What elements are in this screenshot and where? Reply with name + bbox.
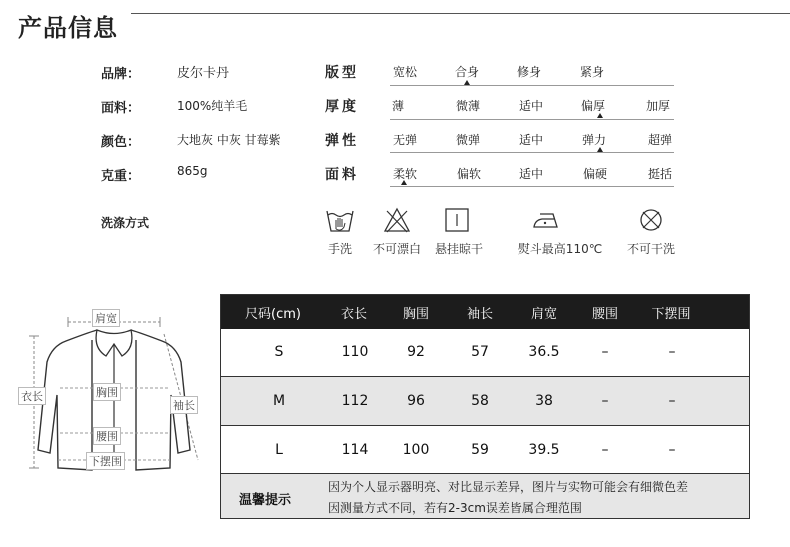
iron-icon <box>531 205 561 235</box>
thickness-underline <box>390 119 674 120</box>
thickness-option: 适中 <box>518 99 544 113</box>
cell-length: 112 <box>341 393 369 409</box>
diagram-chest-label: 胸围 <box>93 383 121 401</box>
header-waist: 腰围 <box>591 307 619 322</box>
no-dry-clean-icon <box>636 205 666 235</box>
cell-sleeve: 57 <box>471 344 489 360</box>
header-length: 衣长 <box>340 307 368 322</box>
cell-size: L <box>275 442 283 458</box>
cell-sleeve: 58 <box>471 393 489 409</box>
thickness-option: 加厚 <box>645 99 671 113</box>
iron-label: 熨斗最高110℃ <box>517 242 603 256</box>
brand-label: 品牌： <box>101 67 141 82</box>
table-header <box>221 295 750 329</box>
table-row <box>221 426 750 473</box>
weight-value: 865g <box>177 164 208 178</box>
cell-chest: 100 <box>402 442 430 458</box>
size-table <box>220 294 750 519</box>
cell-shoulder: 36.5 <box>528 344 560 360</box>
cell-chest: 96 <box>407 393 425 409</box>
cell-length: 114 <box>341 442 369 458</box>
elasticity-label: 弹性 <box>325 133 359 149</box>
cell-hem: – <box>668 442 676 458</box>
page-title: 产品信息 <box>18 14 118 42</box>
cell-size: S <box>274 344 284 360</box>
fabric-label: 面料： <box>101 101 141 116</box>
table-row <box>221 329 750 376</box>
tip-line: 因为个人显示器明亮、对比显示差异，图片与实物可能会有细微色差 <box>328 480 689 494</box>
texture-option: 柔软 <box>392 167 418 181</box>
cell-length: 110 <box>341 344 369 360</box>
texture-option: 适中 <box>518 167 544 181</box>
diagram-shoulder-label: 肩宽 <box>92 309 120 327</box>
texture-selected-marker <box>401 180 407 185</box>
cell-hem: – <box>668 393 676 409</box>
fit-label: 版型 <box>325 65 359 81</box>
thickness-option: 微薄 <box>455 99 481 113</box>
diagram-length-label: 衣长 <box>18 387 46 405</box>
texture-underline <box>390 186 674 187</box>
fit-option: 宽松 <box>392 65 418 79</box>
header-chest: 胸围 <box>402 307 430 322</box>
elasticity-option: 弹力 <box>581 133 607 147</box>
cell-shoulder: 39.5 <box>528 442 560 458</box>
weight-label: 克重： <box>101 169 141 184</box>
tip-line: 因测量方式不同，若有2-3cm误差皆属合理范围 <box>328 501 582 515</box>
hand-wash-icon <box>325 205 355 235</box>
color-value: 大地灰 中灰 甘莓紫 <box>177 133 281 147</box>
diagram-hem-label: 下摆围 <box>86 452 125 470</box>
cell-waist: – <box>601 393 609 409</box>
cell-waist: – <box>601 344 609 360</box>
diagram-waist-label: 腰围 <box>93 427 121 445</box>
elasticity-option: 超弹 <box>647 133 673 147</box>
thickness-option: 偏厚 <box>580 99 606 113</box>
fit-option: 合身 <box>454 65 480 79</box>
cell-size: M <box>272 393 286 409</box>
fit-underline <box>390 85 674 86</box>
thickness-selected-marker <box>597 113 603 118</box>
tip-row <box>221 474 750 519</box>
cell-shoulder: 38 <box>535 393 553 409</box>
cell-sleeve: 59 <box>471 442 489 458</box>
texture-option: 偏软 <box>456 167 482 181</box>
title-divider <box>131 13 790 14</box>
texture-option: 偏硬 <box>582 167 608 181</box>
elasticity-option: 无弹 <box>392 133 418 147</box>
color-label: 颜色： <box>101 135 141 150</box>
no-bleach-label: 不可漂白 <box>372 242 422 256</box>
brand-value: 皮尔卡丹 <box>177 66 230 81</box>
hand-wash-label: 手洗 <box>327 242 353 256</box>
no-bleach-icon <box>382 205 412 235</box>
texture-option: 挺括 <box>647 167 673 181</box>
diagram-sleeve-label: 袖长 <box>170 396 198 414</box>
header-size: 尺码(cm) <box>245 307 301 322</box>
table-row <box>221 377 750 425</box>
tip-label: 温馨提示 <box>239 493 292 508</box>
header-hem: 下摆围 <box>651 307 691 322</box>
no-dry-clean-label: 不可干洗 <box>626 242 676 256</box>
fit-option: 紧身 <box>579 65 605 79</box>
wash-label: 洗涤方式 <box>101 216 150 230</box>
elasticity-underline <box>390 152 674 153</box>
thickness-option: 薄 <box>391 99 405 113</box>
cell-chest: 92 <box>407 344 425 360</box>
cell-hem: – <box>668 344 676 360</box>
elasticity-option: 微弹 <box>455 133 481 147</box>
fit-option: 修身 <box>516 65 542 79</box>
fabric-value: 100%纯羊毛 <box>177 99 248 113</box>
elasticity-option: 适中 <box>518 133 544 147</box>
texture-label: 面料 <box>325 167 359 183</box>
header-shoulder: 肩宽 <box>530 307 558 322</box>
hang-dry-label: 悬挂晾干 <box>434 242 484 256</box>
hang-dry-icon <box>442 205 472 235</box>
thickness-label: 厚度 <box>325 99 359 115</box>
cell-waist: – <box>601 442 609 458</box>
header-sleeve: 袖长 <box>466 307 494 322</box>
